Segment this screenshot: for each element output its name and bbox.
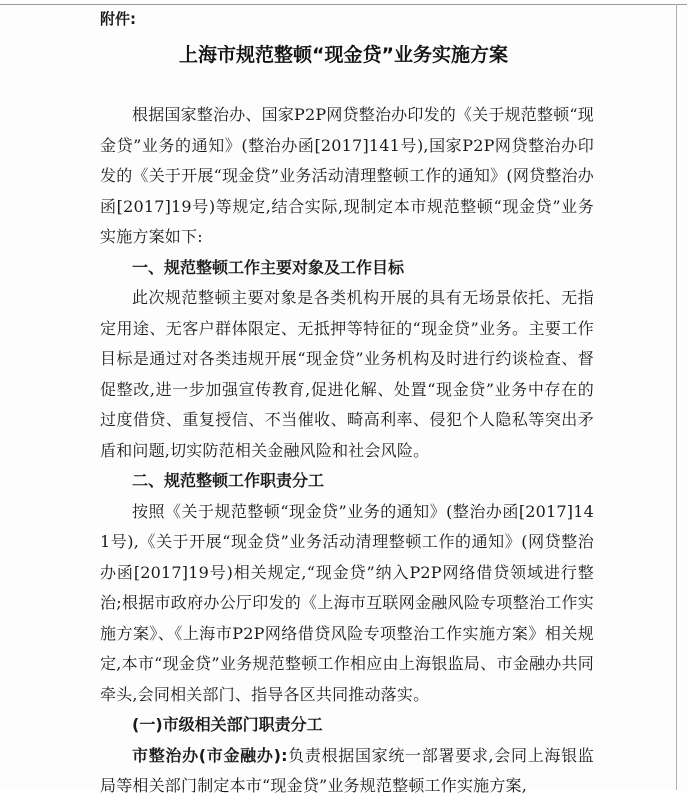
document-body (100, 100, 594, 802)
section-1-heading: 一、规范整顿工作主要对象及工作目标 (132, 257, 405, 277)
document-title: 上海市规范整顿“现金贷”业务实施方案 (179, 44, 508, 66)
subsection-1-paragraph (100, 741, 594, 802)
section-1-paragraph: 此次规范整顿主要对象是各类机构开展的具有无场景依托、无指定用途、无客户群体限定、无抵押等特征的“现金贷”业务。主要工作目标是通过对各类违规开展“现金贷”业务机构及时进行约谈检查、督促整改,进一步加强宣传教育,促进化解、处置“现金贷”业务中存在的过度借贷、重复授信、不当催收、畸高利率、侵犯个人隐私等突出矛盾和问题,切实防范相关金融风险和社会风险。 (100, 288, 594, 460)
subsection-1-text: 负责根据国家统一部署要求,会同上海银监局等相关部门制定本市“现金贷”业务规范整顿工作实施方案, (100, 745, 594, 795)
page-edge-right (676, 4, 677, 790)
subsection-1-lead: 市整治办(市金融办): (132, 745, 288, 765)
subsection-1-heading: (一)市级相关部门职责分工 (132, 715, 323, 734)
intro-paragraph: 根据国家整治办、国家P2P网贷整治办印发的《关于规范整顿“现金贷”业务的通知》(整治办函[2017]141号),国家P2P网贷整治办印发的《关于开展“现金贷”业务活动清理整顿工作的通知》(网贷整治办函[2017]19号)等规定,结合实际,现制定本市规范整顿“现金贷”业务实施方案如下: (100, 105, 594, 246)
page-edge-top (0, 4, 687, 5)
section-2-paragraph: 按照《关于规范整顿“现金贷”业务的通知》(整治办函[2017]141号),《关于开展“现金贷”业务活动清理整顿工作的通知》(网贷整治办函[2017]19号)相关规定,“现金贷”纳入P2P网络借贷领域进行整治;根据市政府办公厅印发的《上海市互联网金融风险专项整治工作实施方案》、《上海市P2P网络借贷风险专项整治工作实施方案》相关规定,本市“现金贷”业务规范整顿工作相应由上海银监局、市金融办共同牵头,会同相关部门、指导各区共同推动落实。 (100, 501, 594, 704)
section-2-heading: 二、规范整顿工作职责分工 (132, 471, 325, 490)
attachment-label: 附件: (100, 10, 136, 28)
